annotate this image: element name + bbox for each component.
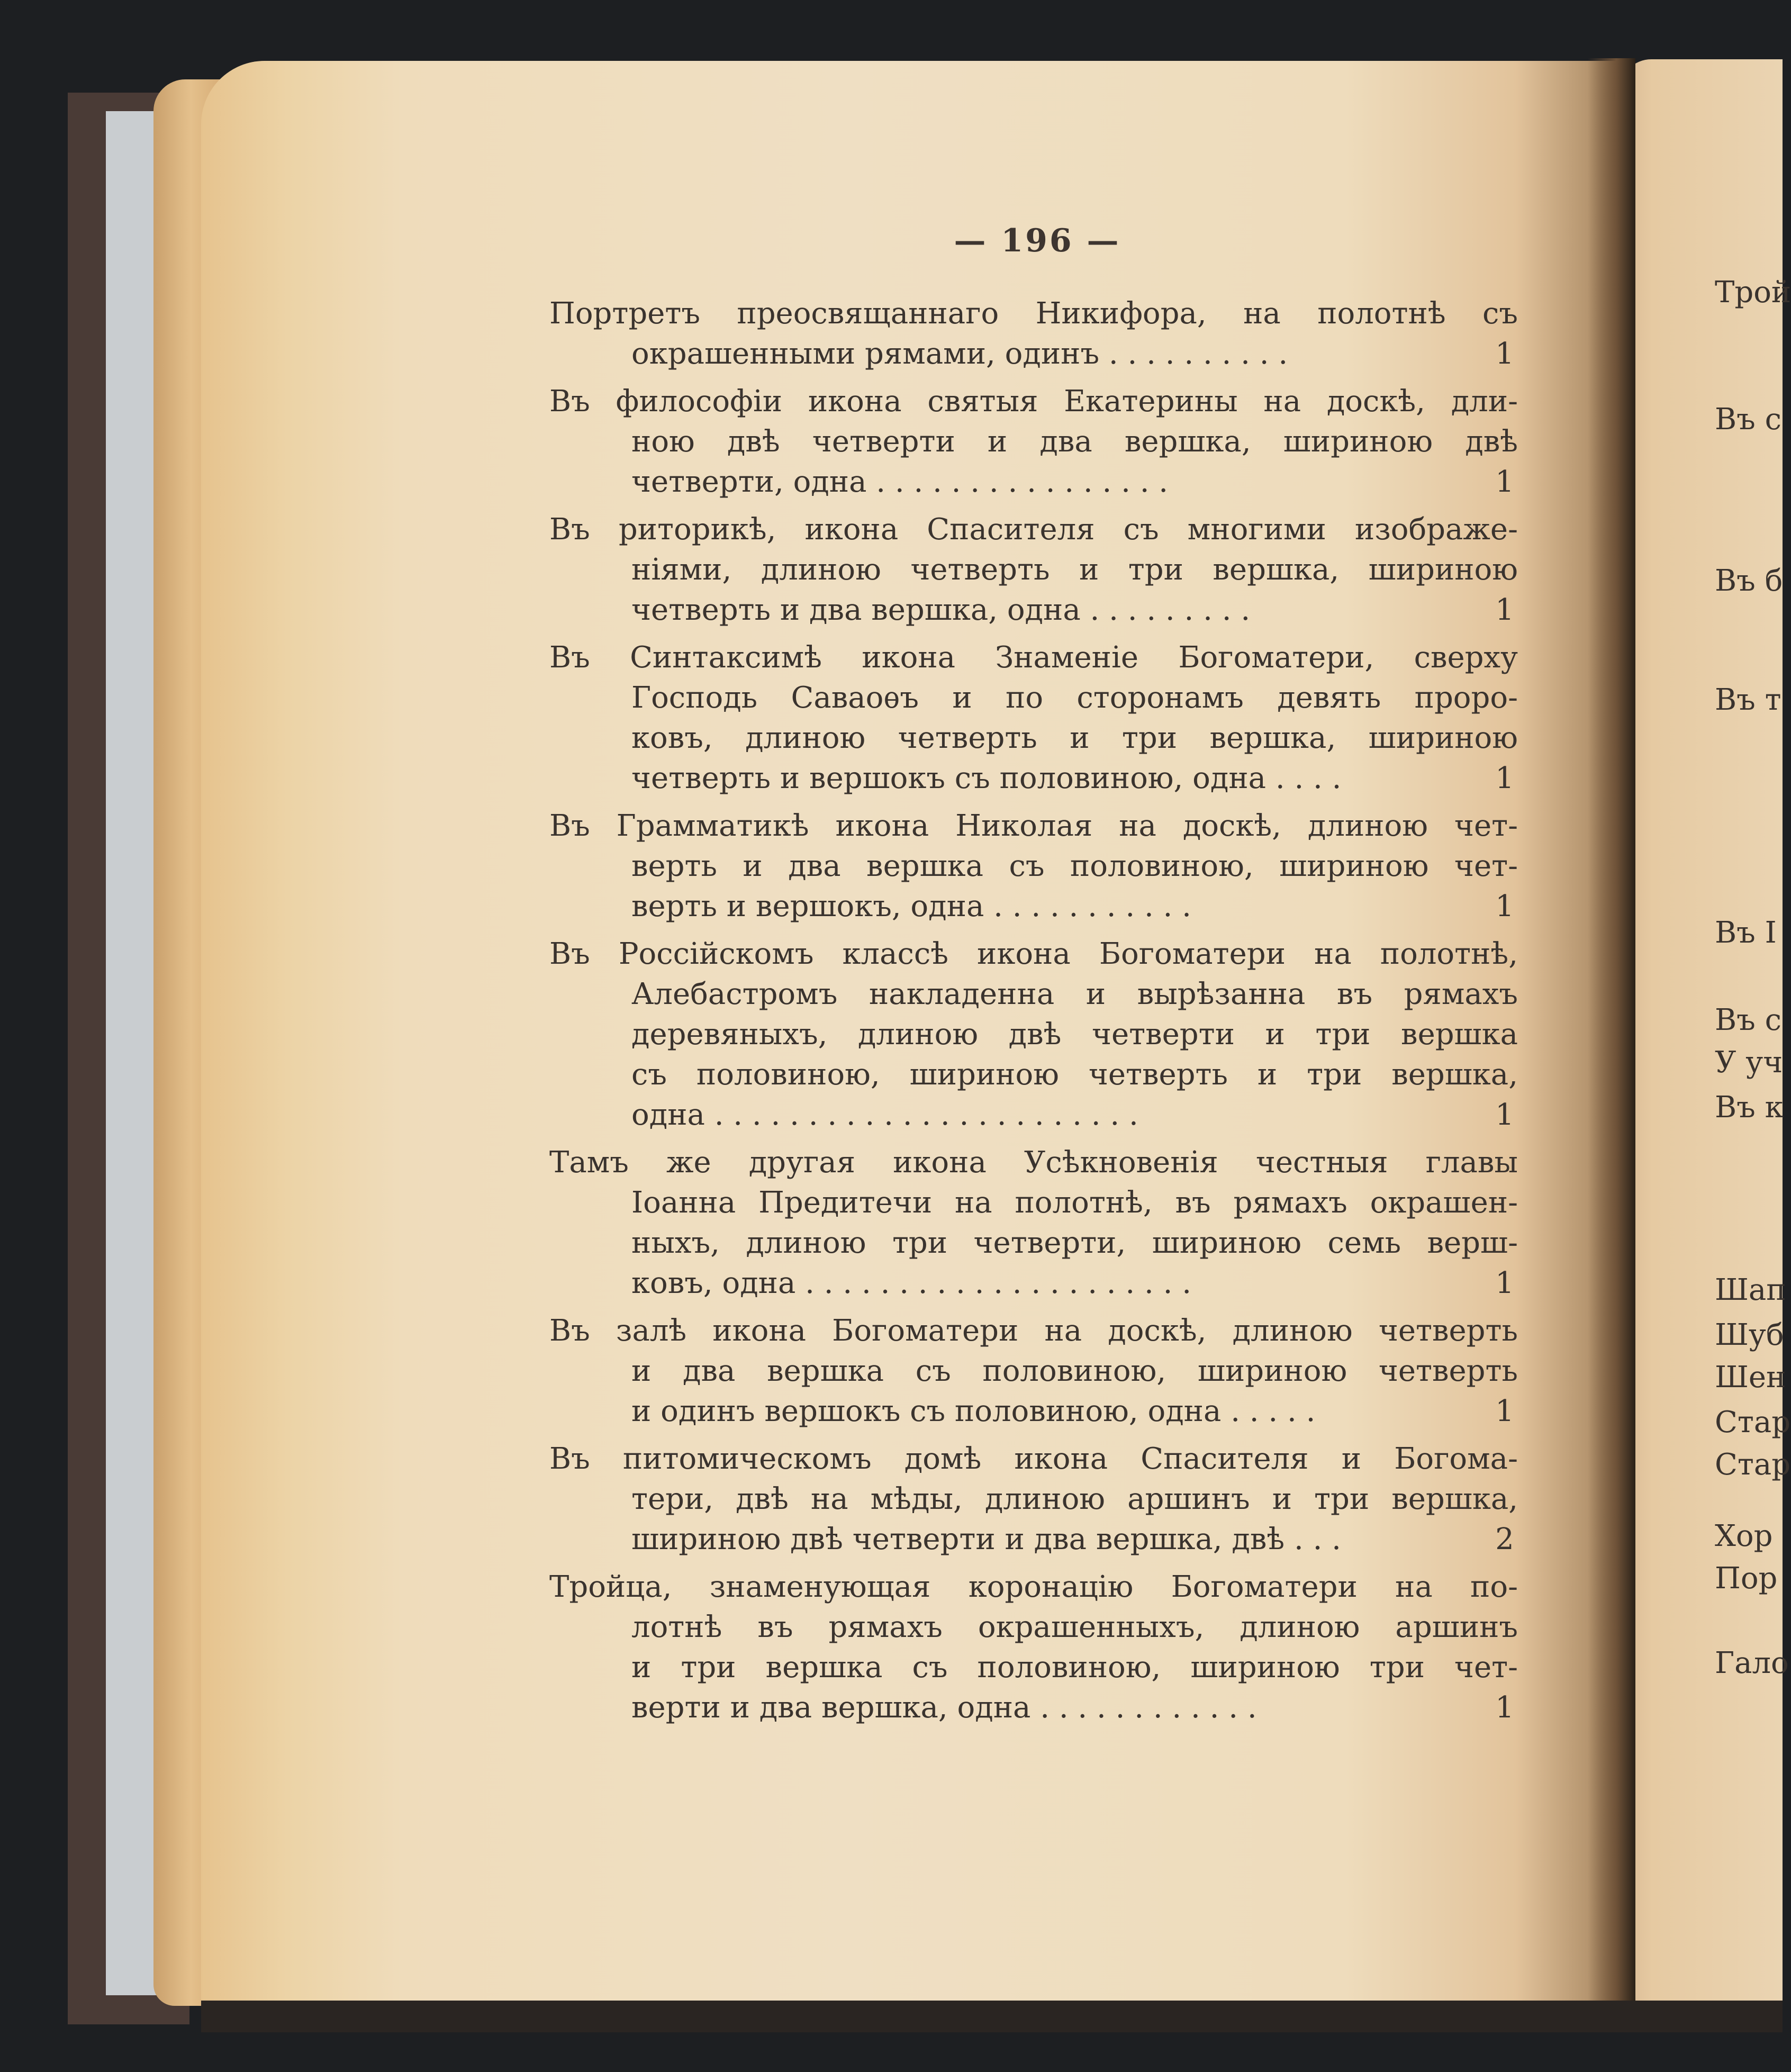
- entry-line: [549, 1648, 1518, 1688]
- entry-line-text: четверть и два вершка, одна . . . . . . . . .: [631, 593, 1251, 627]
- entry-line-text: ковъ, длиною четверть и три вершка, шириною: [631, 721, 1518, 755]
- inventory-entry: [549, 294, 1518, 374]
- entry-line-text: Въ риторикѣ, икона Спасителя съ многими изображе-: [549, 512, 1518, 547]
- entry-line-text: одна . . . . . . . . . . . . . . . . . . . . . . .: [631, 1098, 1138, 1132]
- entry-line: [549, 1263, 1518, 1304]
- quantity: 1: [1495, 593, 1514, 627]
- page-number: — 196 —: [954, 222, 1121, 259]
- entry-line: [549, 1095, 1518, 1135]
- entry-line-text: и три вершка съ половиною, шириною три чет-: [631, 1650, 1518, 1685]
- entry-line-text: тери, двѣ на мѣды, длиною аршинъ и три вершка,: [631, 1482, 1518, 1516]
- quantity: 1: [1495, 761, 1514, 795]
- entry-line: [549, 1183, 1518, 1223]
- entry-line: [549, 974, 1518, 1015]
- entry-line: [549, 382, 1518, 422]
- quantity: 1: [1495, 1266, 1514, 1300]
- right-page-line-fragment: Трой: [1715, 275, 1791, 310]
- quantity: 1: [1495, 465, 1514, 499]
- quantity: 1: [1495, 1394, 1514, 1428]
- inventory-entry: [549, 638, 1518, 799]
- inventory-entry: [549, 806, 1518, 927]
- right-page-line-fragment: Шен: [1715, 1360, 1786, 1395]
- quantity: 1: [1495, 1098, 1514, 1132]
- entry-line: [549, 934, 1518, 974]
- entry-line-text: ковъ, одна . . . . . . . . . . . . . . . . . . . . .: [631, 1266, 1192, 1300]
- entry-line-text: съ половиною, шириною четверть и три вершка,: [631, 1057, 1518, 1092]
- quantity: 1: [1495, 889, 1514, 924]
- inventory-entry: [549, 510, 1518, 630]
- entry-line-text: деревяныхъ, длиною двѣ четверти и три вершка: [631, 1017, 1518, 1052]
- entry-line-text: Въ Грамматикѣ икона Николая на доскѣ, длиною чет-: [549, 809, 1518, 843]
- inventory-entry: [549, 1439, 1518, 1560]
- inventory-entry: [549, 1143, 1518, 1304]
- entry-line-text: Въ философіи икона святыя Екатерины на доскѣ, дли-: [549, 384, 1518, 419]
- entry-line: [549, 590, 1518, 630]
- right-page-line-fragment: Пор: [1715, 1561, 1778, 1596]
- right-page-line-fragment: Въ І: [1715, 916, 1777, 950]
- entry-line-text: и два вершка съ половиною, шириною четверть: [631, 1354, 1518, 1388]
- entry-line-text: Въ залѣ икона Богоматери на доскѣ, длиною четверть: [549, 1314, 1518, 1348]
- right-page-line-fragment: Въ т: [1715, 683, 1781, 717]
- entry-line: [549, 422, 1518, 462]
- entry-line-text: ныхъ, длиною три четверти, шириною семь верш-: [631, 1226, 1518, 1260]
- entry-line-text: лотнѣ въ рямахъ окрашенныхъ, длиною аршинъ: [631, 1610, 1518, 1644]
- right-page-line-fragment: Стар: [1715, 1447, 1791, 1482]
- right-page-line-fragment: У уч: [1715, 1045, 1783, 1080]
- entry-line: [549, 678, 1518, 718]
- entry-line: [549, 1479, 1518, 1519]
- book-gutter: [1588, 58, 1635, 2016]
- right-page-line-fragment: Въ с: [1715, 402, 1781, 437]
- entry-line: [549, 638, 1518, 678]
- inventory-entry: [549, 934, 1518, 1135]
- entry-line-text: и одинъ вершокъ съ половиною, одна . . . . .: [631, 1394, 1316, 1428]
- entry-line: [549, 1055, 1518, 1095]
- entry-line: [549, 806, 1518, 846]
- entry-line-text: верть и вершокъ, одна . . . . . . . . . . .: [631, 889, 1191, 924]
- quantity: 2: [1495, 1522, 1514, 1557]
- inventory-entry: [549, 1311, 1518, 1432]
- right-page-line-fragment: Гало: [1715, 1646, 1789, 1680]
- bottom-shadow: [201, 2001, 1783, 2032]
- entry-line: [549, 462, 1518, 502]
- entry-line: [549, 1143, 1518, 1183]
- entry-line: [549, 718, 1518, 758]
- right-page-line-fragment: Въ б: [1715, 564, 1783, 598]
- inventory-entry: [549, 1567, 1518, 1728]
- inventory-entry: [549, 382, 1518, 502]
- entry-line: [549, 294, 1518, 334]
- entry-line-text: Тамъ же другая икона Усѣкновенія честныя главы: [549, 1145, 1518, 1180]
- quantity: 1: [1495, 1690, 1514, 1725]
- entry-line: [549, 510, 1518, 550]
- entry-line: [549, 1223, 1518, 1263]
- entry-line: [549, 758, 1518, 799]
- entry-line-text: окрашенными рямами, одинъ . . . . . . . . . .: [631, 337, 1288, 371]
- entry-line: [549, 1311, 1518, 1351]
- entry-line: [549, 1607, 1518, 1648]
- entry-line-text: ною двѣ четверти и два вершка, шириною двѣ: [631, 424, 1518, 459]
- entry-line-text: Въ Синтаксимѣ икона Знаменіе Богоматери, сверху: [549, 640, 1518, 675]
- right-page-line-fragment: Стар: [1715, 1405, 1791, 1440]
- right-page-line-fragment: Шуб: [1715, 1318, 1784, 1352]
- entry-line-text: Тройца, знаменующая коронацію Богоматери на по-: [549, 1570, 1518, 1604]
- entry-line-text: Іоанна Предитечи на полотнѣ, въ рямахъ окрашен-: [631, 1186, 1518, 1220]
- entry-line-text: Въ питомическомъ домѣ икона Спасителя и Богома-: [549, 1442, 1518, 1476]
- entry-line-text: верти и два вершка, одна . . . . . . . . . . . .: [631, 1690, 1257, 1725]
- entry-line-text: четверти, одна . . . . . . . . . . . . . . . .: [631, 465, 1169, 499]
- entry-line: [549, 550, 1518, 590]
- entry-line: [549, 1688, 1518, 1728]
- entry-line-text: Портретъ преосвящаннаго Никифора, на полотнѣ съ: [549, 296, 1518, 331]
- entry-line-text: шириною двѣ четверти и два вершка, двѣ . . .: [631, 1522, 1341, 1557]
- entry-line-text: ніями, длиною четверть и три вершка, шириною: [631, 553, 1518, 587]
- right-page-line-fragment: Въ к: [1715, 1090, 1784, 1125]
- right-page-line-fragment: Хор: [1715, 1519, 1773, 1553]
- entry-line: [549, 1351, 1518, 1391]
- entry-line: [549, 334, 1518, 374]
- entry-line: [549, 1567, 1518, 1607]
- entry-line: [549, 846, 1518, 886]
- entry-line: [549, 1015, 1518, 1055]
- entry-line-text: Алебастромъ накладенна и вырѣзанна въ рямахъ: [631, 977, 1518, 1011]
- entry-line-text: Въ Россійскомъ классѣ икона Богоматери на полотнѣ,: [549, 937, 1518, 971]
- entry-line: [549, 1439, 1518, 1479]
- entry-line: [549, 886, 1518, 927]
- right-page-line-fragment: Въ с: [1715, 1003, 1781, 1037]
- entry-line-text: четверть и вершокъ съ половиною, одна . . . .: [631, 761, 1342, 795]
- right-page-line-fragment: Шап: [1715, 1273, 1786, 1307]
- entry-line: [549, 1519, 1518, 1560]
- entry-line: [549, 1391, 1518, 1432]
- inventory-list: [549, 294, 1518, 1735]
- entry-line-text: верть и два вершка съ половиною, шириною чет-: [631, 849, 1518, 883]
- entry-line-text: Господь Саваоѳъ и по сторонамъ девять проро-: [631, 681, 1518, 715]
- quantity: 1: [1495, 337, 1514, 371]
